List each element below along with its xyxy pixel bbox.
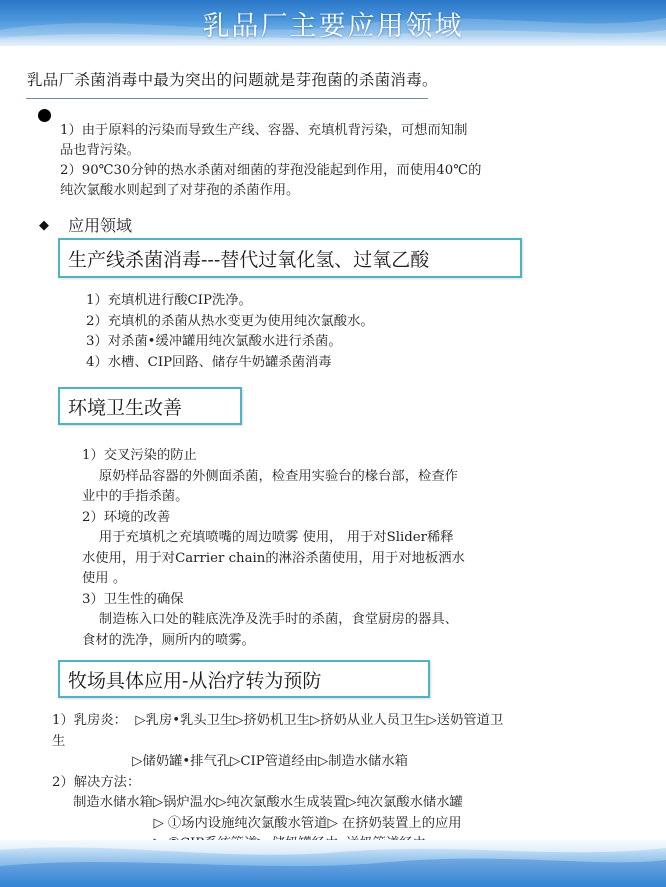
list-item: 生 (52, 733, 66, 749)
footer-wave-decoration (0, 840, 666, 887)
bullet-line: 2）90℃30分钟的热水杀菌对细菌的芽孢没能起到作用，而使用40℃的 (60, 163, 482, 178)
list-item: 3）卫生性的确保 (82, 591, 184, 607)
bullet-line: 纯次氯酸水则起到了对芽孢的杀菌作用。 (60, 183, 300, 198)
diamond-bullet-icon: ◆ (39, 218, 49, 233)
list-item: 4）水槽、CIP回路、储存牛奶罐杀菌消毒 (86, 354, 332, 370)
footer-banner (0, 840, 666, 887)
list-item: 用于充填机之充填喷嘴的周边喷雾 使用， 用于对Slider稀释 (82, 530, 454, 545)
section-heading-text: 牧场具体应用-从治疗转为预防 (68, 669, 322, 692)
list-item: 2）充填机的杀菌从热水变更为使用纯次氯酸水。 (86, 313, 374, 329)
list-item: 业中的手指杀菌。 (82, 489, 189, 504)
bullet-dot-icon (38, 109, 51, 122)
section-heading-text: 环境卫生改善 (68, 396, 183, 419)
section-environment-list (82, 446, 465, 651)
page-title: 乳品厂主要应用领域 (202, 11, 464, 42)
list-item: 1）乳房炎： ▷乳房•乳头卫生▷挤奶机卫生▷挤奶从业人员卫生▷送奶管道卫 (52, 713, 504, 728)
list-item: 2）解决方法： (52, 774, 141, 790)
section-heading-production-line (58, 238, 522, 278)
list-item: 原奶样品容器的外侧面杀菌，检查用实验台的椽台部，检查作 (82, 468, 458, 484)
list-item: ▷储奶罐•排气孔▷CIP管道经由▷制造水储水箱 (52, 754, 408, 769)
section-heading-pasture (58, 660, 430, 698)
list-item: 使用 。 (82, 571, 127, 586)
section-pasture-list (52, 711, 503, 855)
list-item: 1）交叉污染的防止 (82, 448, 197, 463)
application-label: 应用领域 (68, 216, 133, 235)
intro-underline (26, 98, 428, 99)
section-heading-environment (58, 387, 242, 425)
list-item: 制造水储水箱▷锅炉温水▷纯次氯酸水生成装置▷纯次氯酸水储水罐 (52, 795, 463, 810)
list-item: 制造栋入口处的鞋底洗净及洗手时的杀菌，食堂厨房的器具、 (82, 612, 458, 627)
intro-text: 乳品厂杀菌消毒中最为突出的问题就是芽孢菌的杀菌消毒。 (27, 71, 438, 89)
list-item: ▷ ①场内设施纯次氯酸水管道▷ 在挤奶装置上的应用 (52, 815, 462, 831)
list-item: 3）对杀菌•缓冲罐用纯次氯酸水进行杀菌。 (86, 334, 342, 349)
section-heading-text: 生产线杀菌消毒---替代过氧化氢、过氧乙酸 (68, 248, 430, 271)
list-item: 1）充填机进行酸CIP洗净。 (86, 293, 252, 308)
bullet-line: 品也背污染。 (60, 143, 140, 158)
list-item: 食材的洗净，厕所内的喷雾。 (82, 632, 255, 648)
bullet-line: 1）由于原料的污染而导致生产线、容器、充填机背污染，可想而知制 (60, 123, 468, 138)
section-production-line-list (86, 291, 374, 373)
list-item: 2）环境的改善 (82, 509, 171, 525)
header-banner (0, 0, 666, 46)
bullet-block (60, 121, 481, 201)
list-item: 水使用，用于对Carrier chain的淋浴杀菌使用，用于对地板洒水 (82, 550, 465, 566)
